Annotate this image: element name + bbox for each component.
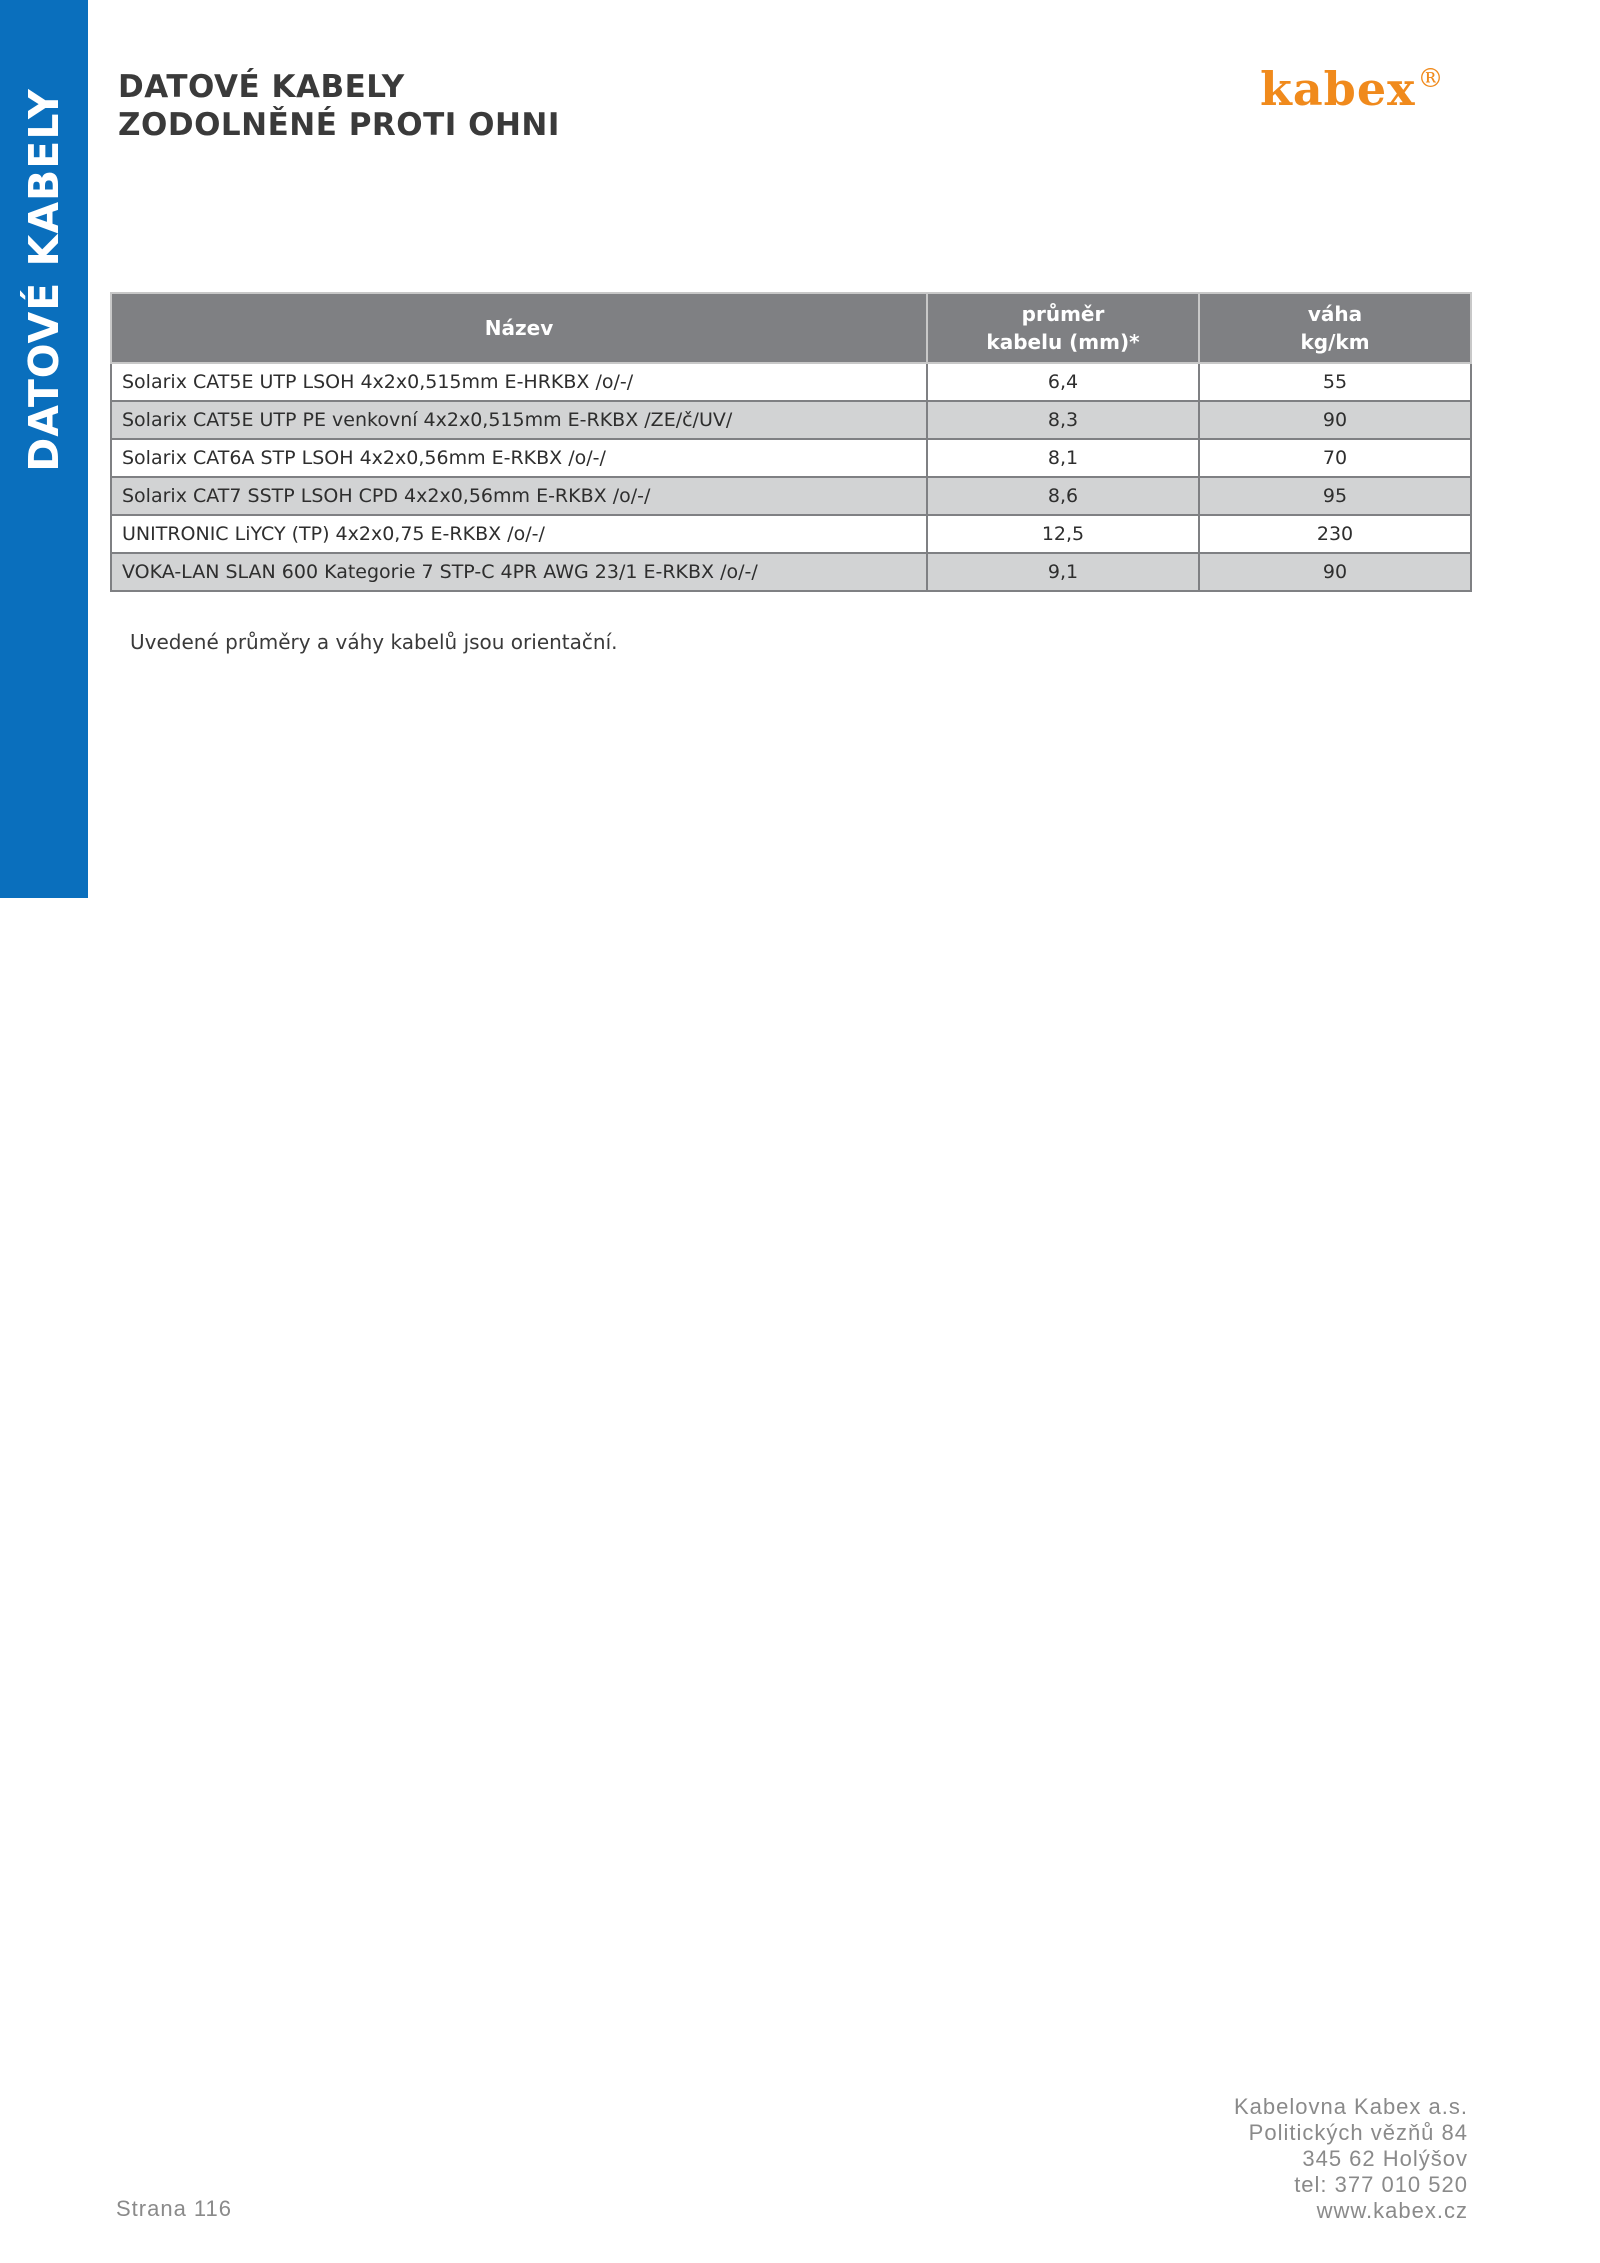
- page-number: Strana 116: [116, 2196, 233, 2221]
- page-title-line-1: DATOVÉ KABELY: [118, 69, 405, 105]
- table-row: [111, 401, 1471, 439]
- cell-diameter: 8,6: [927, 477, 1199, 515]
- cell-weight: 90: [1199, 553, 1471, 591]
- cell-name: Solarix CAT6A STP LSOH 4x2x0,56mm E-RKBX /o/-/: [111, 439, 927, 477]
- company-city: 345 62 Holýšov: [1302, 2146, 1468, 2171]
- table-header-row: [111, 293, 1471, 363]
- cell-weight: 230: [1199, 515, 1471, 553]
- table-row: [111, 363, 1471, 401]
- header-diameter-line-2: kabelu (mm)*: [986, 330, 1140, 354]
- header-name-label: Název: [484, 316, 554, 340]
- cell-weight: 90: [1199, 401, 1471, 439]
- page-title-line-2: ZODOLNĚNÉ PROTI OHNI: [118, 107, 560, 143]
- company-address: [1234, 2094, 1468, 2224]
- registered-mark: ®: [1417, 64, 1445, 94]
- table-row: [111, 439, 1471, 477]
- table-row: [111, 553, 1471, 591]
- header-diameter-line-1: průměr: [1021, 302, 1105, 326]
- table-row: [111, 515, 1471, 553]
- cable-table: [110, 292, 1472, 592]
- cell-diameter: 6,4: [927, 363, 1199, 401]
- cell-weight: 95: [1199, 477, 1471, 515]
- kabex-logo: [1260, 62, 1445, 116]
- company-street: Politických vězňů 84: [1248, 2120, 1468, 2145]
- table-row: [111, 477, 1471, 515]
- cell-diameter: 12,5: [927, 515, 1199, 553]
- cell-weight: 55: [1199, 363, 1471, 401]
- company-phone: tel: 377 010 520: [1294, 2172, 1468, 2197]
- cell-name: UNITRONIC LiYCY (TP) 4x2x0,75 E-RKBX /o/-/: [111, 515, 927, 553]
- company-name: Kabelovna Kabex a.s.: [1233, 2094, 1468, 2119]
- company-website[interactable]: www.kabex.cz: [1316, 2198, 1468, 2223]
- cell-diameter: 8,3: [927, 401, 1199, 439]
- cell-name: Solarix CAT5E UTP LSOH 4x2x0,515mm E-HRKBX /o/-/: [111, 363, 927, 401]
- header-name: [111, 293, 927, 363]
- side-tab-label: DATOVÉ KABELY: [20, 88, 68, 472]
- cell-name: VOKA-LAN SLAN 600 Kategorie 7 STP-C 4PR AWG 23/1 E-RKBX /o/-/: [111, 553, 927, 591]
- cell-diameter: 8,1: [927, 439, 1199, 477]
- cell-name: Solarix CAT5E UTP PE venkovní 4x2x0,515mm E-RKBX /ZE/č/UV/: [111, 401, 927, 439]
- header-weight-line-2: kg/km: [1300, 330, 1370, 354]
- footnote: Uvedené průměry a váhy kabelů jsou orientační.: [130, 630, 618, 654]
- cell-diameter: 9,1: [927, 553, 1199, 591]
- side-tab: [0, 0, 88, 898]
- header-weight-line-1: váha: [1307, 302, 1363, 326]
- page-title: [118, 68, 560, 144]
- header-weight: [1199, 293, 1471, 363]
- cell-weight: 70: [1199, 439, 1471, 477]
- logo-text: kabex: [1260, 62, 1416, 116]
- header-diameter: [927, 293, 1199, 363]
- cell-name: Solarix CAT7 SSTP LSOH CPD 4x2x0,56mm E-RKBX /o/-/: [111, 477, 927, 515]
